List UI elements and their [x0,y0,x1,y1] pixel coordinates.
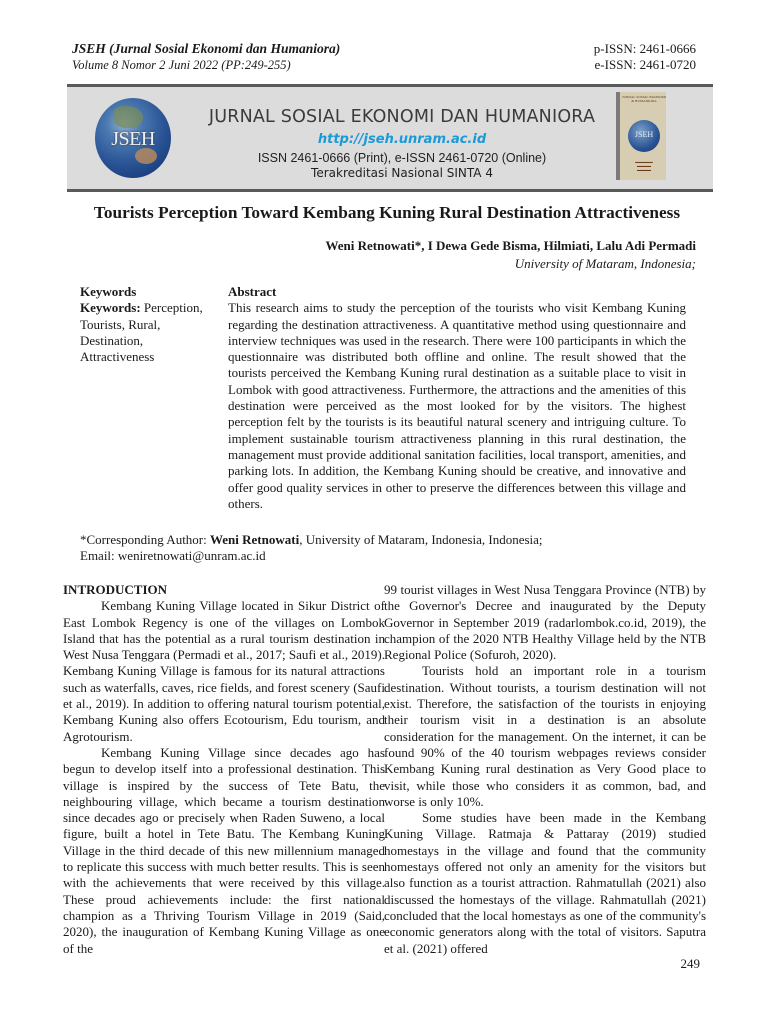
banner-accreditation: Terakreditasi Nasional SINTA 4 [311,166,493,180]
keywords-column [80,284,220,365]
paragraph: Some studies have been made in the Kembang Kuning Village. Ratmaja & Pattaray (2019) studied homestays in the village and found that the community homestays offered not only an amenity for the visitors but also function as a tourist attraction. Rahmatullah (2021) also discussed the homestays of the village. Rahmatullah (2021) concluded that the local homestays as one of the community's economic generators along with the total of visitors. Saputra et al. (2021) offered [384,810,706,956]
abstract-column [228,284,686,512]
logo-text: JSEH [111,128,155,150]
running-header [72,41,696,75]
keyword-2: Tourists, Rural, [80,316,161,332]
globe-logo-icon [95,98,171,178]
corresponding-name: Weni Retnowati [210,532,300,547]
cover-globe-icon: JSEH [628,120,660,152]
abstract-text: This research aims to study the perception of the tourists who visit Kembang Kuning regarding the destination attractiveness. A quantitative method using questionnaire and interview techniques was used in the research. There were 100 participants in which the questionnaire was distributed both offline and online. The result showed that the tourists perceived the Kembang Kuning rural destination as a suitable place to visit in Lombok with good attractiveness. Furthermore, the attractions and the amenities of this destination were perceived as the most looked for by the visitors. The highest perception felt by the tourists is its beautiful natural scenery and intriguing culture. To implement sustainable tourism attractiveness planning in this rural destination, the management must provide additional sanitation facilities, local transport, amenities, and parking lots. In addition, the Kembang Kuning should be creative, and innovative and offer good quality services in other to preserve the differences between this village and others. [228,300,686,511]
journal-name: JSEH (Jurnal Sosial Ekonomi dan Humaniora) [72,41,341,56]
keywords-label: Keywords: [80,300,141,316]
running-header-left [72,41,340,73]
keywords-heading: Keywords [80,284,137,299]
corresponding-email: Email: weniretnowati@unram.ac.id [80,548,266,564]
corresponding-author: *Corresponding Author: Weni Retnowati, University of Mataram, Indonesia, Indonesia; Email: weniretnowati@unram.ac.id [80,532,543,564]
paper-title: Tourists Perception Toward Kembang Kuning Rural Destination Attractiveness [93,203,681,222]
cover-title: JURNAL SOSIAL EKONOMI & HUMANIORA [622,95,666,103]
body-column-left [63,582,385,957]
paper-authors: Weni Retnowati*, I Dewa Gede Bisma, Hilmiati, Lalu Adi Permadi [325,238,696,253]
keyword-1: Perception, [143,300,203,316]
paragraph: Kembang Kuning Village since decades ago has begun to develop itself into a professional destination. This village is inspired by the success of Tete Batu, the neighbouring village, which became a tourism destination since decades ago or precisely when Raden Suweno, a local figure, built a hotel in Tete Batu. The Kembang Kuning Village in the third decade of this new millennium managed to replicate this success with much better results. This is seen with the achievements that were received by this village. These proud achievements include: the first national champion as a Thriving Tourism Village in 2019 (Said, 2020), the inauguration of Kembang Kuning Village as one of the [63,744,385,956]
body-column-right [384,582,706,957]
journal-volume: Volume 8 Nomor 2 Juni 2022 (PP:249-255) [72,58,291,72]
journal-banner [67,84,713,192]
p-issn: p-ISSN: 2461-0666 [593,41,696,56]
paragraph: Tourists hold an important role in a tourism destination. Without tourists, a tourism destination will not exist. Therefore, the satisfaction of the tourists in enjoying their tourism visit in a destination is an absolute consideration for the management. On the internet, it can be found 90% of the 40 tourism webpages reviews consider Kembang Kuning rural destination as Very Good place to visit, while those who considers it as common, bad, and worse is only 10%. [384,663,706,809]
banner-title: JURNAL SOSIAL EKONOMI DAN HUMANIORA [208,107,596,127]
banner-issn: ISSN 2461-0666 (Print), e-ISSN 2461-0720 (Online) [257,151,547,165]
section-heading-introduction: INTRODUCTION [63,582,168,597]
paper-affiliation: University of Mataram, Indonesia; [514,256,696,271]
keywords-list [80,300,220,365]
keyword-3: Destination, [80,332,144,348]
journal-cover-thumbnail [616,92,666,180]
abstract-heading: Abstract [228,284,277,299]
keyword-4: Attractiveness [80,349,155,365]
paragraph: Kembang Kuning Village located in Sikur District of East Lombok Regency is one of the villages on Lombok Island that has the potential as a rural tourism destination in West Nusa Tenggara (Permadi et al., 2017; Saufi et al., 2019). Kembang Kuning Village is famous for its natural attractions such as waterfalls, caves, rice fields, and forest scenery (Saufi et al., 2019). In addition to offering natural tourism potential, Kembang Kuning also offers Ecotourism, Edu tourism, and Agrotourism. [63,598,385,744]
e-issn: e-ISSN: 2461-0720 [594,57,696,72]
running-header-right [594,41,696,73]
banner-url-link[interactable]: http://jseh.unram.ac.id [317,132,487,147]
cover-footer: ▬▬▬▬▬ ▬▬▬▬ ▬▬▬▬ [635,160,653,172]
page-number: 249 [680,956,700,971]
paragraph: 99 tourist villages in West Nusa Tenggara Province (NTB) by the Governor's Decree and inaugurated by the Deputy Governor in September 2019 (radarlombok.co.id, 2019), the champion of the 2020 NTB Healthy Village held by the NTB Regional Police (Sofuroh, 2020). [384,582,706,663]
